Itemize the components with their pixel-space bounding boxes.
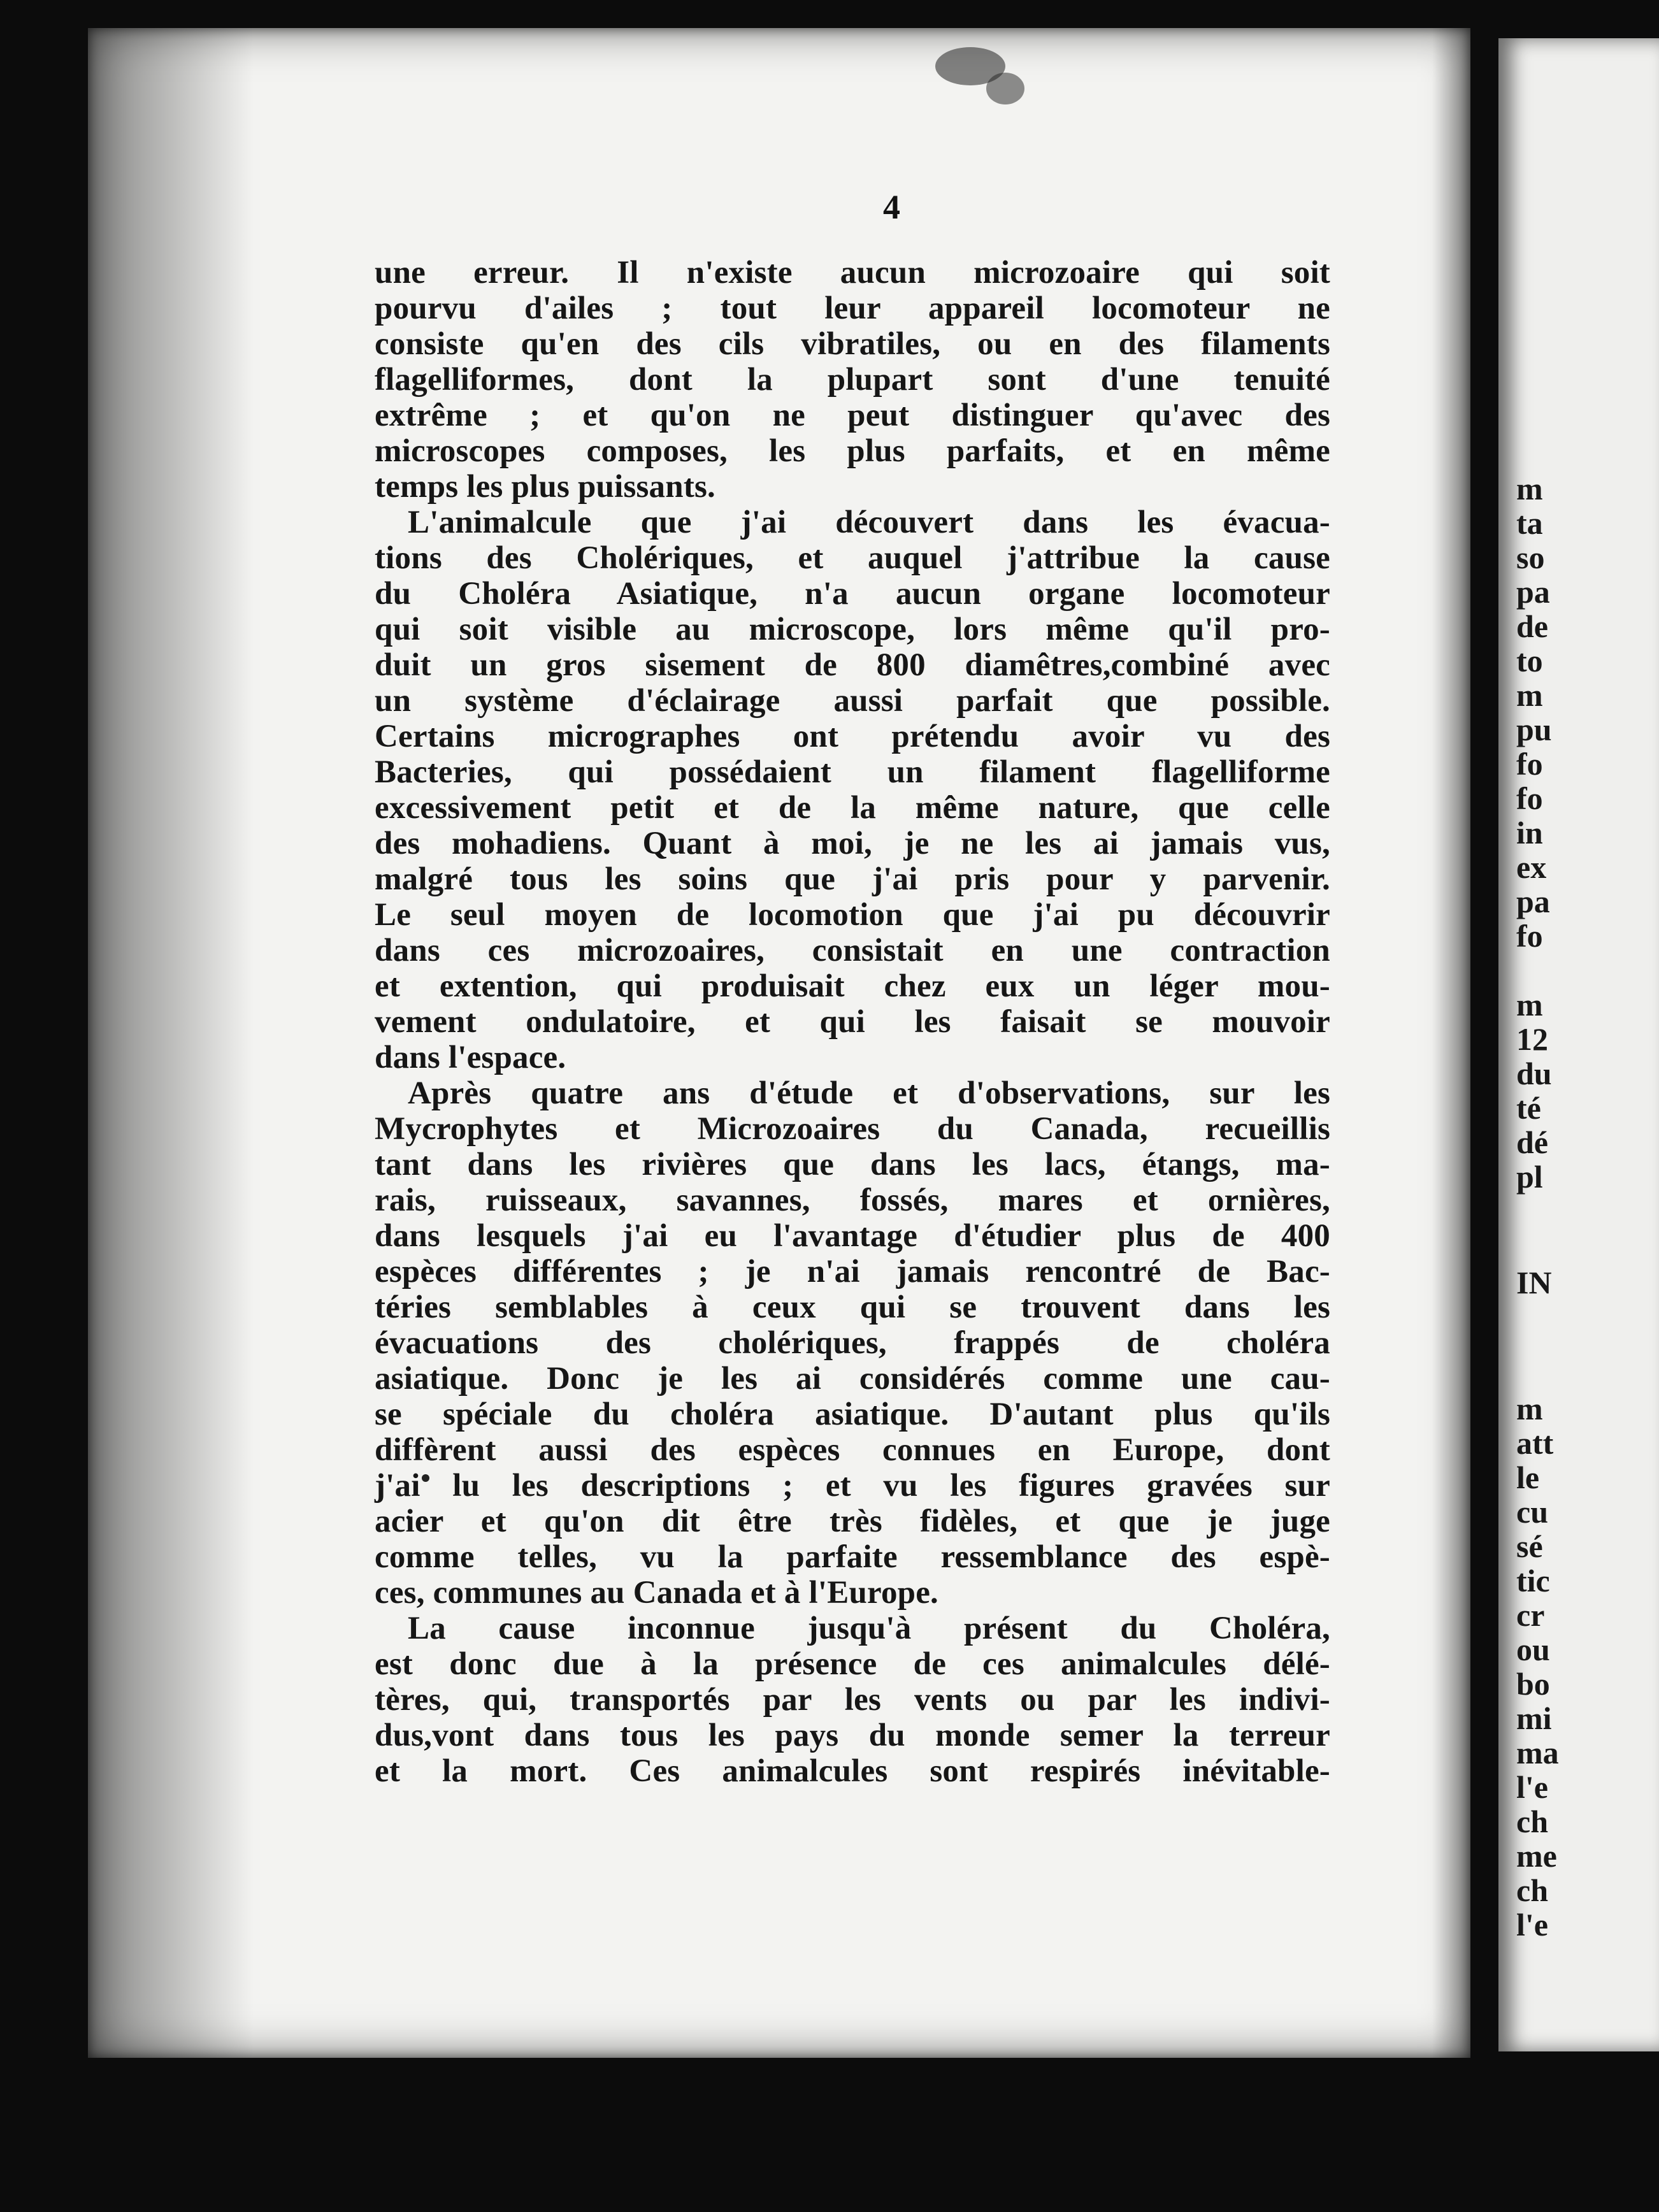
text-line: tions des Cholériques, et auquel j'attribue la cause [375,540,1330,576]
fragment: tic [1516,1563,1550,1598]
fragment: IN [1516,1265,1552,1300]
text-line: La cause inconnue jusqu'à présent du Choléra, [408,1611,1330,1646]
fragment: pl [1516,1159,1543,1195]
text-line: évacuations des cholériques, frappés de choléra [375,1325,1330,1361]
fragment: mi [1516,1700,1552,1736]
text-line: dans ces microzoaires, consistait en une contraction [375,933,1330,968]
facing-page-edge [1498,38,1659,2051]
fragment: té [1516,1090,1541,1126]
text-line: asiatique. Donc je les ai considérés comme une cau- [375,1361,1330,1397]
text-line: rais, ruisseaux, savannes, fossés, mares et ornières, [375,1182,1330,1218]
fragment: me [1516,1838,1557,1874]
text-line: tant dans les rivières que dans les lacs, étangs, ma- [375,1147,1330,1182]
text-line: est donc due à la présence de ces animalcules délé- [375,1646,1330,1682]
fragment: att [1516,1425,1554,1461]
text-line: du Choléra Asiatique, n'a aucun organe locomoteur [375,576,1330,612]
fragment: ou [1516,1632,1550,1667]
text-line: j'ai lu les descriptions ; et vu les figures gravées sur [375,1468,1330,1504]
fragment: ma [1516,1735,1559,1770]
text-line: se spéciale du choléra asiatique. D'autant plus qu'ils [375,1397,1330,1432]
text-line: et la mort. Ces animalcules sont respirés inévitable- [375,1753,1330,1789]
fragment: ta [1516,505,1543,541]
text-line: des mohadiens. Quant à moi, je ne les ai jamais vus, [375,826,1330,861]
fragment: in [1516,815,1543,851]
text-line: un système d'éclairage aussi parfait que possible. [375,683,1330,719]
fragment: ch [1516,1872,1548,1908]
fragment: pu [1516,712,1552,747]
text-line: L'animalcule que j'ai découvert dans les évacua- [408,505,1330,540]
text-line: ces, communes au Canada et à l'Europe. [375,1575,939,1611]
fragment: fo [1516,780,1543,816]
text-line: extrême ; et qu'on ne peut distinguer qu'avec des [375,398,1330,433]
fragment: dé [1516,1124,1548,1160]
text-line: consiste qu'en des cils vibratiles, ou en des filaments [375,326,1330,362]
fragment: cu [1516,1494,1548,1530]
fragment: pa [1516,574,1550,610]
text-line: Certains micrographes ont prétendu avoir vu des [375,719,1330,754]
fragment: ch [1516,1804,1548,1839]
text-line: malgré tous les soins que j'ai pris pour y parvenir. [375,861,1330,897]
fragment: to [1516,643,1543,679]
text-line: espèces différentes ; je n'ai jamais rencontré de Bac- [375,1254,1330,1289]
text-line: qui soit visible au microscope, lors même qu'il pro- [375,612,1330,647]
fragment: m [1516,987,1543,1023]
text-line: pourvu d'ailes ; tout leur appareil locomoteur ne [375,291,1330,326]
text-line: et extention, qui produisait chez eux un léger mou- [375,968,1330,1004]
fragment: l'e [1516,1769,1548,1805]
fragment: de [1516,608,1548,644]
text-line: temps les plus puissants. [375,469,715,505]
fragment: le [1516,1460,1540,1495]
ink-stain [986,73,1024,104]
fragment: bo [1516,1666,1550,1702]
text-line: dans lesquels j'ai eu l'avantage d'étudier plus de 400 [375,1218,1330,1254]
text-line: Mycrophytes et Microzoaires du Canada, recueillis [375,1111,1330,1147]
text-line: Après quatre ans d'étude et d'observations, sur les [408,1075,1330,1111]
page-number: 4 [883,188,900,226]
fragment: m [1516,1391,1543,1426]
fragment: sé [1516,1528,1543,1564]
text-line: dans l'espace. [375,1040,566,1075]
fragment: 12 [1516,1021,1548,1057]
text-line: comme telles, vu la parfaite ressemblance des espè- [375,1539,1330,1575]
fragment: fo [1516,918,1543,954]
fragment: du [1516,1056,1552,1091]
text-line: Le seul moyen de locomotion que j'ai pu découvrir [375,897,1330,933]
text-line: Bacteries, qui possédaient un filament flagelliforme [375,754,1330,790]
text-line: duit un gros sisement de 800 diamêtres,combiné avec [375,647,1330,683]
text-line: acier et qu'on dit être très fidèles, et que je juge [375,1504,1330,1539]
text-line: vement ondulatoire, et qui les faisait se mouvoir [375,1004,1330,1040]
fragment: pa [1516,884,1550,919]
fragment: fo [1516,746,1543,782]
text-line: diffèrent aussi des espèces connues en Europe, dont [375,1432,1330,1468]
text-line: téries semblables à ceux qui se trouvent dans les [375,1289,1330,1325]
fragment: ex [1516,849,1547,885]
fragment: so [1516,540,1545,575]
text-line: microscopes composes, les plus parfaits, et en même [375,433,1330,469]
text-line: tères, qui, transportés par les vents ou par les indivi- [375,1682,1330,1718]
fragment: m [1516,677,1543,713]
text-line: une erreur. Il n'existe aucun microzoaire qui soit [375,255,1330,291]
text-line: flagelliformes, dont la plupart sont d'une tenuité [375,362,1330,398]
text-line: excessivement petit et de la même nature, que celle [375,790,1330,826]
fragment: m [1516,471,1543,506]
fragment: cr [1516,1597,1545,1633]
text-line: dus,vont dans tous les pays du monde semer la terreur [375,1718,1330,1753]
fragment: l'e [1516,1907,1548,1943]
